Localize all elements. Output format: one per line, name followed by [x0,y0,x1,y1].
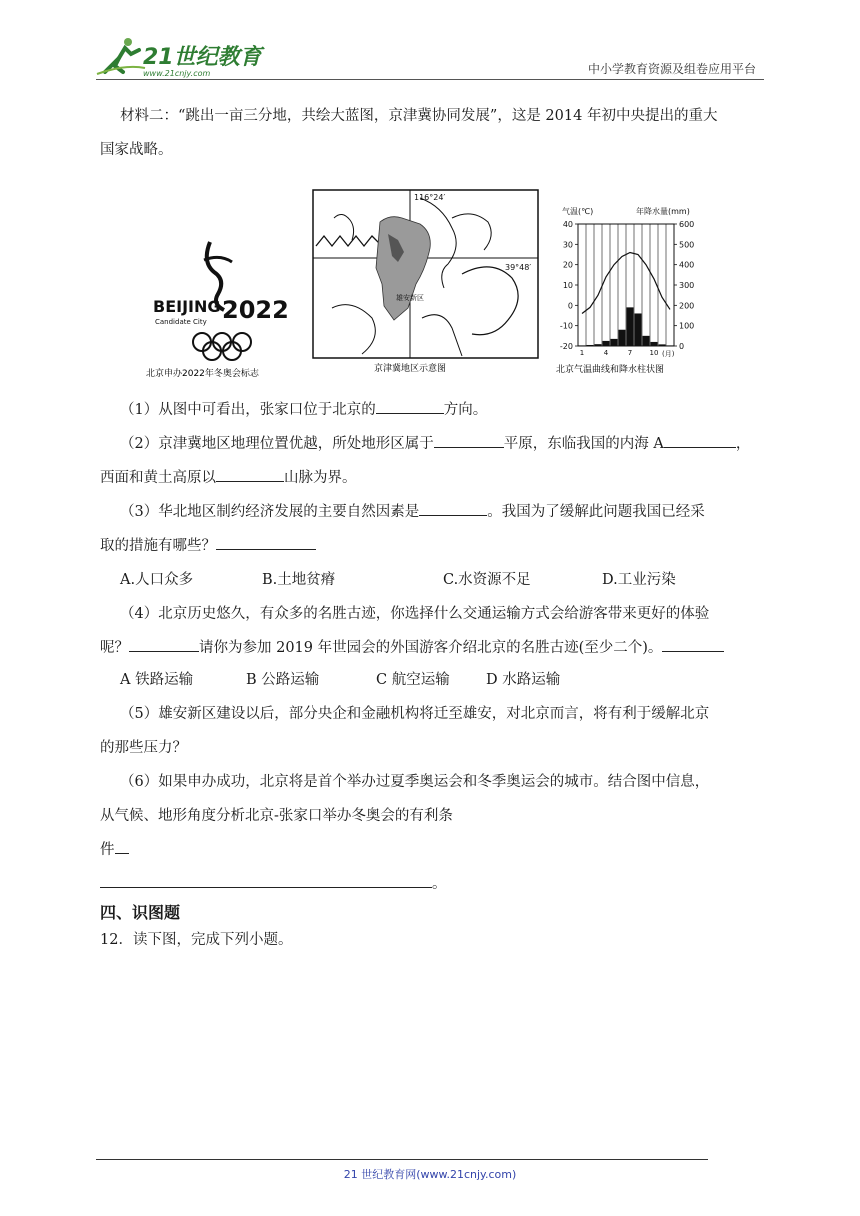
chart-left-tick-label: 40 [562,220,573,229]
q5-line-1: （5）雄安新区建设以后，部分央企和金融机构将迁至雄安，对北京而言，将有利于缓解北京 [120,706,710,722]
precipitation-bar [643,336,650,346]
q6-line-3: 件 [100,838,762,862]
platform-name: 中小学教育资源及组卷应用平台 [587,62,756,76]
q4-sites-blank[interactable] [662,637,724,652]
chart-left-tick-label: -10 [559,321,573,331]
precipitation-bar [587,345,594,346]
q5-line-2: 的那些压力？ [100,740,187,756]
runner-icon [97,38,145,74]
olympic-rings-icon [193,333,251,360]
precipitation-bar [651,342,658,346]
material-line-1: 材料二：“跳出一亩三分地，共绘大蓝图，京津冀协同发展”，这是 2014 年初中央提出的重大 [120,108,718,124]
q2-line-2: 西面和黄土高原以 山脉为界。 [100,466,762,490]
chart-right-tick-label: 200 [679,301,695,311]
q4-line-1: （4）北京历史悠久，有众多的名胜古迹，你选择什么交通运输方式会给游客带来更好的体验 [120,606,710,622]
precipitation-bar [635,313,642,346]
q2-mountain-blank[interactable] [216,467,284,482]
precipitation-bar [619,330,626,346]
chart-left-tick-label: 20 [562,260,573,270]
q1-line: （1）从图中可看出，张家口位于北京的 方向。 [100,398,762,422]
chart-right-tick-label: 600 [679,220,695,229]
q3-line-2: 取的措施有哪些？ [100,534,762,558]
q3-option-a[interactable]: A.人口众多 [120,572,194,588]
q6-line-4: 。 [100,872,762,896]
q4-line-2: 呢？ 请你为参加 2019 年世园会的外国游客介绍北京的名胜古迹(至少二个)。 [100,636,762,660]
chart-right-tick-label: 0 [679,342,685,351]
precipitation-bar [667,345,674,346]
material-line-2: 国家战略。 [100,142,173,158]
climate-chart [552,200,712,380]
chart-right-axis-title: 年降水量(mm) [636,207,690,216]
header-divider [96,79,764,80]
chart-month-tick-label: 7 [627,349,633,357]
chart-month-tick-label: 10 [649,349,659,357]
precipitation-bar [611,339,618,346]
q3-line-1: （3）华北地区制约经济发展的主要自然因素是 。我国为了缓解此问题我国已经采 [100,500,762,524]
section-title: 四、识图题 [100,903,181,922]
q4-transport-blank[interactable] [129,637,199,652]
q2-plain-blank[interactable] [434,433,504,448]
logo-url: www.21cnjy.com [143,69,211,78]
q3-option-d[interactable]: D.工业污染 [602,572,676,588]
olympic-bid-logo [140,232,300,382]
q3-option-c[interactable]: C.水资源不足 [443,572,531,588]
q4-option-c[interactable]: C 航空运输 [376,672,450,688]
q6-line-2: 从气候、地形角度分析北京-张家口举办冬奥会的有利条 [100,808,453,824]
q1-answer-blank[interactable] [376,399,444,414]
footer-text: 21 世纪教育网(www.21cnjy.com) [343,1168,517,1181]
q2-sea-blank[interactable] [664,433,736,448]
chart-left-tick-label: 30 [562,240,573,250]
chart-right-tick-label: 300 [679,281,695,290]
chart-left-tick-label: 0 [567,301,573,311]
chart-left-axis-title: 气温(℃) [562,207,594,216]
q2-line-1: （2）京津冀地区地理位置优越，所处地形区属于 平原，东临我国的内海 A ， [100,432,762,456]
logo-text: 21世纪教育 [143,45,262,70]
chart-caption: 北京气温曲线和降水柱状图 [556,365,665,375]
chart-month-unit: (月) [662,350,675,358]
chart-left-tick-label: -20 [559,342,573,351]
site-logo [95,34,265,80]
chart-right-tick-label: 500 [679,240,695,250]
chart-right-tick-label: 400 [679,260,695,270]
q4-option-d[interactable]: D 水路运输 [486,672,561,688]
q3-measures-blank[interactable] [216,535,316,550]
chart-month-tick-label: 1 [579,349,585,357]
chart-left-tick-label: 10 [562,281,573,290]
logo-year-text: 2022 [222,296,289,324]
q12-text: 12．读下图，完成下列小题。 [100,932,293,948]
q6-line-1: （6）如果申办成功，北京将是首个举办过夏季奥运会和冬季奥运会的城市。结合图中信息， [120,774,710,790]
precipitation-bar [579,345,586,346]
logo-sub-text: Candidate City [155,318,207,326]
map-latitude-label: 39°48′ [505,263,532,272]
map-caption: 京津冀地区示意图 [374,364,447,374]
q4-option-b[interactable]: B 公路运输 [246,672,320,688]
map-longitude-label: 116°24′ [414,193,446,202]
chart-month-tick-label: 4 [603,349,609,357]
logo-beijing-text: BEIJING [153,297,221,316]
q3-factor-blank[interactable] [419,501,487,516]
q3-option-b[interactable]: B.土地贫瘠 [262,572,336,588]
map-xiongan-label: 雄安新区 [396,294,424,302]
chart-right-tick-label: 100 [679,321,695,331]
q4-option-a[interactable]: A 铁路运输 [120,672,194,688]
q6-answer-blank[interactable] [100,873,432,888]
precipitation-bar [627,307,634,346]
jingjinji-map [312,188,540,378]
precipitation-bar [595,344,602,346]
logo-caption: 北京申办2022年冬奥会标志 [146,369,259,379]
q6-short-blank[interactable] [115,839,129,854]
precipitation-bar [659,344,666,346]
footer-divider [96,1159,708,1160]
precipitation-bar [603,341,610,346]
